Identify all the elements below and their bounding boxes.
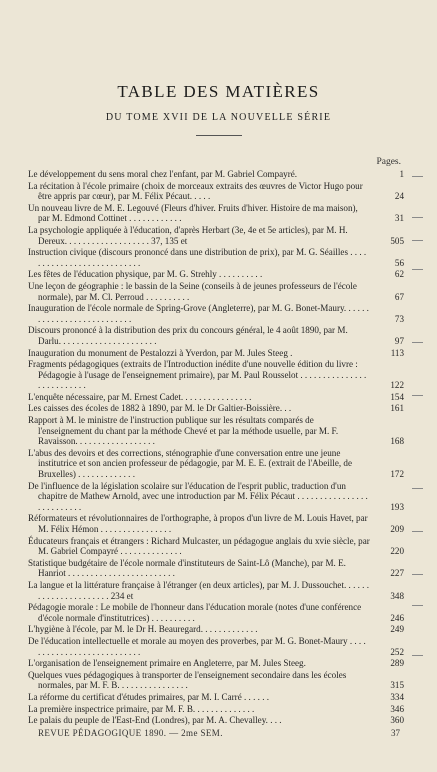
entry-page-number: 122 — [390, 380, 404, 391]
entry-page-number: 252 — [390, 646, 404, 657]
contents-entry — [28, 303, 404, 324]
entry-page-number: 56 — [394, 257, 404, 268]
entry-title: Inauguration de l'école normale de Spring-Grove (Angleterre), par M. G. Bonet-Maury. . . . . . . . . . . . . . . . . . . . . . . . . . . — [28, 303, 369, 324]
contents-entry — [28, 513, 404, 534]
contents-entry — [28, 181, 404, 202]
entry-title: Les caisses des écoles de 1882 à 1890, par M. le Dr Galtier-Boissière. . . — [28, 403, 292, 414]
contents-entry — [28, 658, 404, 669]
contents-entry — [28, 558, 404, 579]
entry-title: Pédagogie morale : Le mobile de l'honneur dans l'éducation morale (notes d'une conférence d'école normale d'institutrices) . . . . . . . . . . — [28, 602, 362, 623]
entry-title: Quelques vues pédagogiques à transporter de l'enseignement secondaire dans les écoles normales, par M. F. B. . . . . . . . . . . . . . . . — [28, 669, 347, 691]
contents-entry — [28, 325, 404, 346]
entry-title: Le palais du peuple de l'East-End (Londres), par M. A. Chevalley. . . . — [28, 715, 282, 726]
contents-entry — [28, 448, 404, 480]
contents-entry — [28, 392, 404, 403]
entry-page-number: 73 — [394, 313, 404, 324]
entry-page-number: 113 — [390, 347, 404, 358]
margin-pencil-mark — [412, 217, 423, 218]
page-title: TABLE DES MATIÈRES — [117, 82, 320, 101]
title-rule — [196, 135, 242, 136]
pages-column-heading: Pages. — [376, 157, 401, 167]
entry-title: La première inspectrice primaire, par M. F. B. . . . . . . . . . . . . . — [28, 703, 255, 714]
margin-pencil-mark — [412, 269, 423, 270]
entry-title: Inauguration du monument de Pestalozzi à Yverdon, par M. Jules Steeg . — [28, 347, 293, 358]
margin-pencil-mark — [412, 240, 423, 241]
contents-entry — [28, 481, 404, 513]
contents-entry — [28, 403, 404, 414]
entry-page-number: 62 — [394, 269, 404, 280]
margin-pencil-mark — [412, 488, 423, 489]
entry-page-number: 249 — [390, 624, 404, 635]
contents-entry — [28, 269, 404, 280]
entry-page-number: 24 — [394, 191, 404, 202]
contents-entry — [28, 715, 404, 726]
contents-entry — [28, 624, 404, 635]
entry-page-number: 315 — [390, 680, 404, 691]
entry-page-number: 334 — [390, 691, 404, 702]
entry-title: Une leçon de géographie : le bassin de la Seine (conseils à de jeunes professeurs de l'école normale), par M. Cl. Perroud . . . . . . . . . . — [28, 280, 357, 302]
entry-page-number: 505 — [390, 235, 404, 246]
contents-entry — [28, 281, 404, 302]
contents-entry — [28, 670, 404, 691]
margin-pencil-mark — [412, 531, 423, 532]
entry-title: Statistique budgétaire de l'école normale d'instituteurs de Saint-Lô (Manche), par M. E. Hanriot . . . . . . . . . . . . . . . . . . . . . . . . — [28, 557, 346, 579]
margin-pencil-mark — [412, 655, 423, 656]
entry-title: L'enquête nécessaire, par M. Ernest Cadet. . . . . . . . . . . . . . . . — [28, 391, 252, 402]
entry-title: Réformateurs et révolutionnaires de l'orthographe, à propos d'un livre de M. Louis Havet, par M. Félix Hémon . . . . . . . . . . . . . . . . — [28, 513, 368, 534]
entry-title: La langue et la littérature française à l'étranger (en deux articles), par M. J. Dussouchet. . . . . . . . . . . . . . . . . . . . . . 234 et — [28, 579, 369, 601]
contents-entry — [28, 415, 404, 447]
entry-title: La réforme du certificat d'études primaires, par M. I. Carré . . . . . . — [28, 691, 270, 702]
margin-pencil-mark — [412, 342, 423, 343]
entry-page-number: 97 — [394, 335, 404, 346]
entry-page-number: 209 — [390, 524, 404, 534]
entry-page-number: 31 — [394, 213, 404, 224]
margin-pencil-mark — [412, 395, 423, 396]
contents-list — [28, 169, 404, 727]
contents-entry — [28, 536, 404, 557]
margin-pencil-mark — [412, 176, 423, 177]
footer-journal: REVUE PÉDAGOGIQUE 1890. — 2me SEM. — [38, 728, 223, 738]
entry-page-number: 346 — [390, 703, 404, 714]
entry-title: Fragments pédagogiques (extraits de l'Introduction inédite d'une nouvelle édition du livre : Pédagogie à l'usage de l'enseignement primaire), par M. Paul Rousselot . . . . . . . . . . . . . . . . . . . . . . . . . . — [28, 359, 367, 391]
entry-title: Le développement du sens moral chez l'enfant, par M. Gabriel Compayré. — [28, 169, 298, 179]
entry-page-number: 67 — [394, 291, 404, 302]
entry-page-number: 1 — [399, 169, 404, 179]
entry-title: Les fêtes de l'éducation physique, par M. G. Strehly . . . . . . . . . . — [28, 269, 263, 280]
margin-pencil-mark — [412, 574, 423, 575]
entry-title: La récitation à l'école primaire (choix de morceaux extraits des œuvres de Victor Hugo pour être appris par cœur), par M. Félix Pécaut. . . . . — [28, 180, 363, 202]
entry-title: L'hygiène à l'école, par M. le Dr H. Beauregard. . . . . . . . . . . . . — [28, 624, 258, 635]
contents-entry — [28, 225, 404, 246]
entry-page-number: 193 — [390, 501, 404, 512]
entry-title: De l'influence de la législation scolaire sur l'éducation de l'esprit public, traduction d'un chapitre de Mathew Arnold, avec une introduction par M. Félix Pécaut . . . . . . . . . . . . . . . . . . . . . . . . . . — [28, 480, 368, 512]
contents-entry — [28, 692, 404, 703]
entry-title: Discours prononcé à la distribution des prix du concours général, le 4 août 1890, par M. Darlu. . . . . . . . . . . . . . . . . . . . . . — [28, 325, 348, 346]
entry-title: Instruction civique (discours prononcé dans une distribution de prix), par M. G. Séailles . . . . . . . . . . . . . . . . . . . . . . . . . . . — [28, 247, 367, 268]
entry-title: L'organisation de l'enseignement primaire en Angleterre, par M. Jules Steeg. — [28, 658, 306, 669]
entry-page-number: 348 — [390, 590, 404, 601]
entry-page-number: 220 — [390, 546, 404, 557]
entry-page-number: 289 — [390, 658, 404, 669]
footer-page-number: 37 — [391, 728, 400, 738]
page-subtitle: DU TOME XVII DE LA NOUVELLE SÉRIE — [105, 112, 332, 123]
entry-page-number: 227 — [390, 568, 404, 579]
contents-entry — [28, 704, 404, 715]
entry-title: Un nouveau livre de M. E. Legouvé (Fleurs d'hiver. Fruits d'hiver. Histoire de ma maison), par M. Edmond Cottinet . . . . . . . . . . . . — [28, 202, 358, 224]
entry-title: Rapport à M. le ministre de l'instruction publique sur les résultats comparés de l'enseignement du chant par la méthode Chevé et par la méthode usuelle, par M. F. Ravaisson. . . . . . . . . . . . . . . . . . — [28, 415, 339, 447]
entry-title: De l'éducation intellectuelle et morale au moyen des proverbes, par M. G. Bonet-Maury . . . . . . . . . . . . . . . . . . . . . . . . . . . — [28, 635, 366, 657]
page-footer — [38, 728, 400, 738]
margin-pencil-mark — [412, 605, 423, 606]
entry-page-number: 161 — [390, 403, 404, 414]
entry-page-number: 246 — [390, 612, 404, 623]
contents-entry — [28, 247, 404, 268]
entry-title: La psychologie appliquée à l'éducation, d'après Herbart (3e, 4e et 5e articles), par M. H. Dereux. . . . . . . . . . . . . . . . . . . 37, 135 et — [28, 224, 348, 246]
contents-entry — [28, 602, 404, 623]
entry-title: Éducateurs français et étrangers : Richard Mulcaster, un pédagogue anglais du xvie siècle, par M. Gabriel Compayré . . . . . . . . . . . . . . — [28, 535, 370, 557]
entry-title: L'abus des devoirs et des corrections, sténographie d'une conversation entre une jeune institutrice et son ancien professeur de pédagogie, par M. E. E. (extrait de l'Abeille, de Bruxelles) . . . . . . . . . . . . . — [28, 447, 353, 480]
contents-entry — [28, 580, 404, 601]
entry-page-number: 172 — [390, 469, 404, 480]
contents-entry — [28, 203, 404, 224]
entry-page-number: 360 — [390, 715, 404, 726]
contents-entry — [28, 169, 404, 180]
entry-page-number: 168 — [390, 436, 404, 447]
entry-page-number: 154 — [390, 391, 404, 402]
contents-entry — [28, 636, 404, 657]
contents-entry — [28, 348, 404, 359]
contents-entry — [28, 359, 404, 391]
